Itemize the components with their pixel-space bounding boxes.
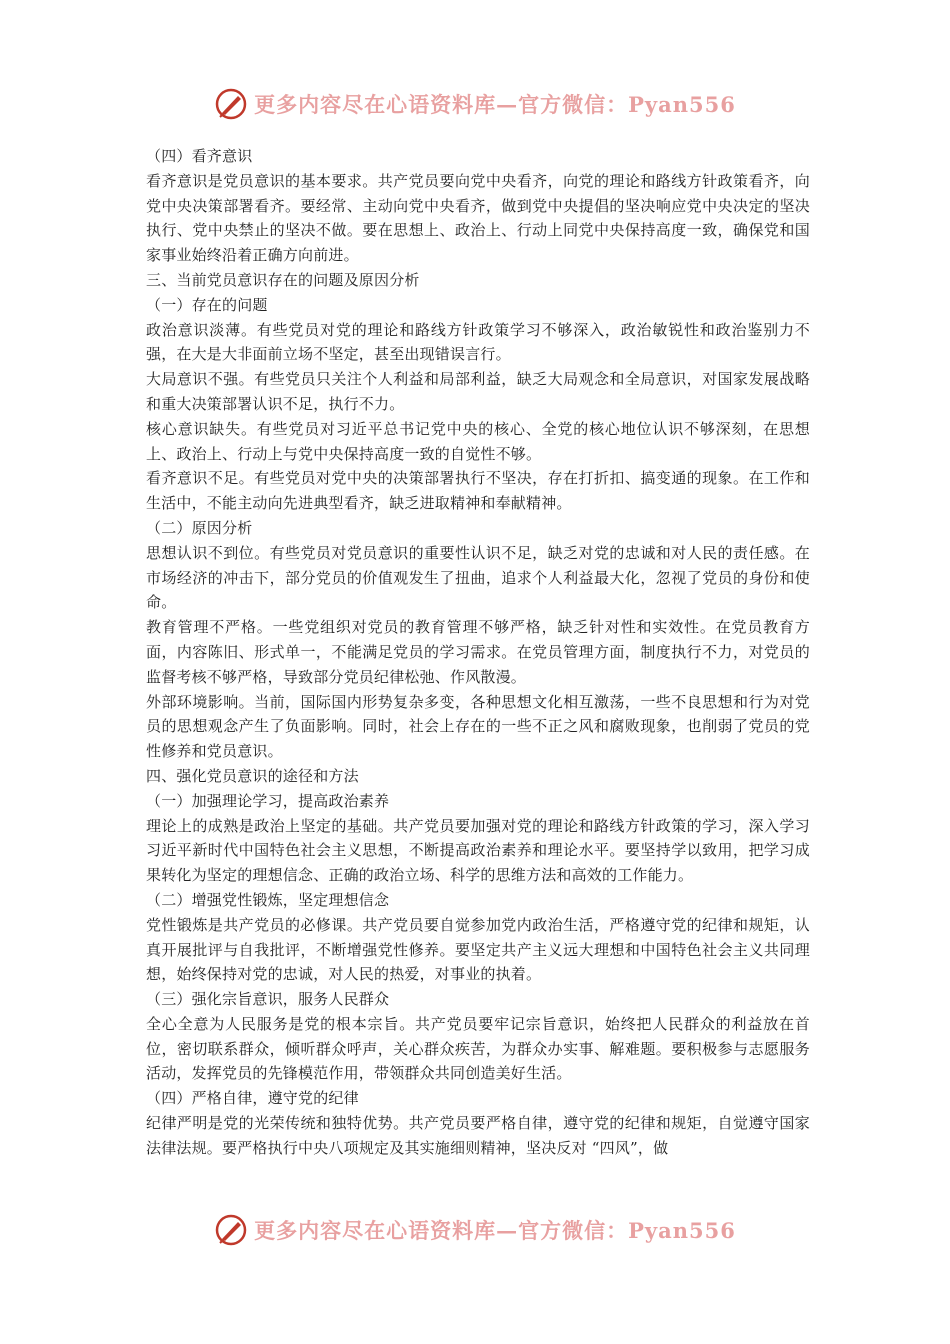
paragraph: 思想认识不到位。有些党员对党员意识的重要性认识不足，缺乏对党的忠诚和对人民的责任感。在市场经济的冲击下，部分党员的价值观发生了扭曲，追求个人利益最大化，忽视了党员的身份和使命。 (146, 543, 810, 612)
paragraph: 核心意识缺失。有些党员对习近平总书记党中央的核心、全党的核心地位认识不够深刻，在思想上、政治上、行动上与党中央保持高度一致的自觉性不够。 (146, 419, 810, 463)
paragraph: 全心全意为人民服务是党的根本宗旨。共产党员要牢记宗旨意识，始终把人民群众的利益放在首位，密切联系群众，倾听群众呼声，关心群众疾苦，为群众办实事、解难题。要积极参与志愿服务活动，发挥党员的先锋模范作用，带领群众共同创造美好生活。 (146, 1014, 810, 1083)
section-heading: 四、强化党员意识的途径和方法 (146, 766, 359, 785)
section-heading: 三、当前党员意识存在的问题及原因分析 (146, 270, 420, 289)
paragraph: 党性锻炼是共产党员的必修课。共产党员要自觉参加党内政治生活，严格遵守党的纪律和规矩，认真开展批评与自我批评，不断增强党性修养。要坚定共产主义远大理想和中国特色社会主义共同理想，始终保持对党的忠诚，对人民的热爱，对事业的执着。 (146, 915, 810, 984)
section-heading: （三）强化宗旨意识，服务人民群众 (146, 990, 390, 1009)
paragraph: 教育管理不严格。一些党组织对党员的教育管理不够严格，缺乏针对性和实效性。在党员教育方面，内容陈旧、形式单一，不能满足党员的学习需求。在党员管理方面，制度执行不力，对党员的监督考核不够严格，导致部分党员纪律松弛、作风散漫。 (146, 618, 810, 686)
section-heading: （四）严格自律，遵守党的纪律 (146, 1089, 359, 1108)
paragraph: 外部环境影响。当前，国际国内形势复杂多变，各种思想文化相互激荡，一些不良思想和行为对党员的思想观念产生了负面影响。同时，社会上存在的一些不正之风和腐败现象，也削弱了党员的党性修养和党员意识。 (146, 692, 810, 761)
banner-text: 更多内容尽在心语资料库—官方微信：Pyan556 (254, 1218, 736, 1243)
section-heading: （二）增强党性锻炼，坚定理想信念 (146, 890, 390, 909)
paragraph: 政治意识淡薄。有些党员对党的理论和路线方针政策学习不够深入，政治敏锐性和政治鉴别力不强，在大是大非面前立场不坚定，甚至出现错误言行。 (146, 320, 810, 364)
paragraph: 理论上的成熟是政治上坚定的基础。共产党员要加强对党的理论和路线方针政策的学习，深入学习习近平新时代中国特色社会主义思想，不断提高政治素养和理论水平。要坚持学以致用，把学习成果转化为坚定的理想信念、正确的政治立场、科学的思维方法和高效的工作能力。 (146, 816, 810, 885)
section-heading: （一）存在的问题 (146, 295, 268, 314)
section-heading: （二）原因分析 (146, 518, 253, 537)
section-heading: （四）看齐意识 (146, 147, 253, 165)
pen-seal-logo-icon (214, 87, 248, 121)
paragraph: 看齐意识不足。有些党员对党中央的决策部署执行不坚决，存在打折扣、搞变通的现象。在工作和生活中，不能主动向先进典型看齐，缺乏进取精神和奉献精神。 (146, 469, 810, 513)
paragraph: 看齐意识是党员意识的基本要求。共产党员要向党中央看齐，向党的理论和路线方针政策看齐，向党中央决策部署看齐。要经常、主动向党中央看齐，做到党中央提倡的坚决响应党中央决定的坚决执行、党中央禁止的坚决不做。要在思想上、政治上、行动上同党中央保持高度一致，确保党和国家事业始终沿着正确方向前进。 (146, 171, 810, 265)
paragraph: 大局意识不强。有些党员只关注个人利益和局部利益，缺乏大局观念和全局意识，对国家发展战略和重大决策部署认识不足，执行不力。 (146, 370, 810, 413)
header-banner (0, 84, 950, 124)
document-body (146, 144, 810, 1161)
footer-banner (0, 1210, 950, 1250)
paragraph: 纪律严明是党的光荣传统和独特优势。共产党员要严格自律，遵守党的纪律和规矩，自觉遵守国家法律法规。要严格执行中央八项规定及其实施细则精神，坚决反对 “四风”，做 (146, 1114, 810, 1157)
section-heading: （一）加强理论学习，提高政治素养 (146, 791, 390, 810)
pen-seal-logo-icon (214, 1213, 248, 1247)
banner-text: 更多内容尽在心语资料库—官方微信：Pyan556 (254, 92, 736, 117)
